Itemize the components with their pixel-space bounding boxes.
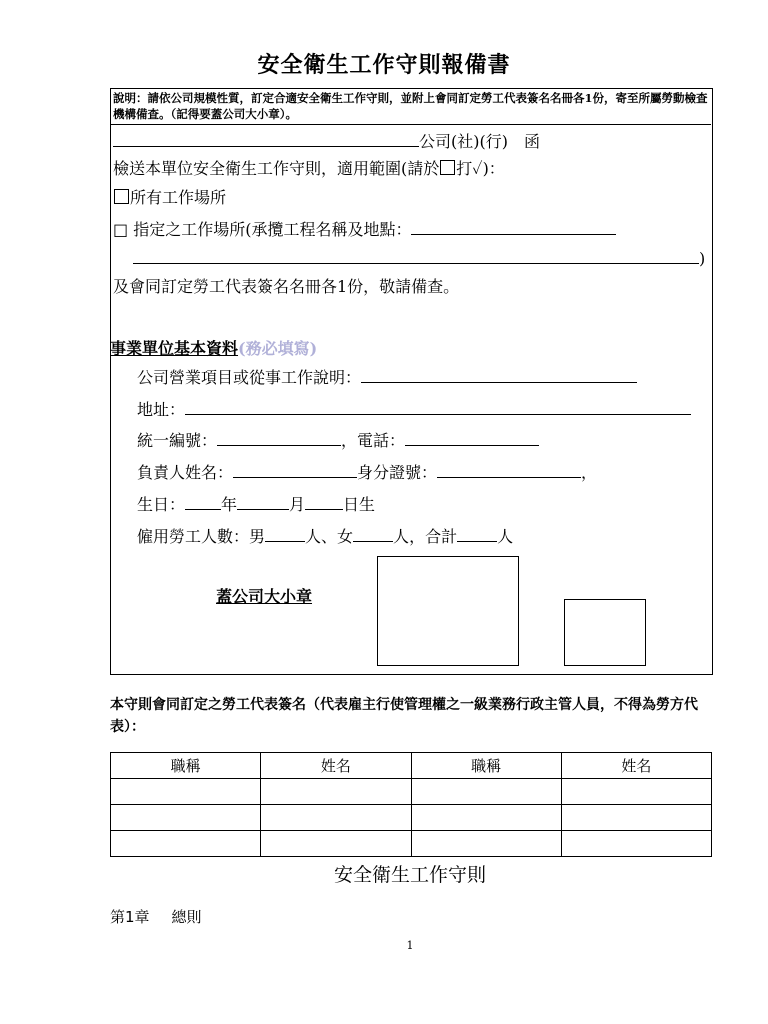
table-cell[interactable] <box>261 805 411 831</box>
option-specified-label: □ 指定之工作場所(承攬工程名稱及地點： <box>113 220 412 239</box>
table-cell[interactable] <box>111 831 261 857</box>
business-line <box>137 366 637 388</box>
day-label: 日生 <box>343 495 376 514</box>
staff-label: 僱用勞工人數：男 <box>137 527 266 546</box>
table-row <box>111 831 712 857</box>
signature-note: 本守則會同訂定之勞工代表簽名（代表雇主行使管理權之一級業務行政主管人員，不得為勞方代表）： <box>110 697 698 735</box>
company-suffix: 公司(社)(行) 函 <box>419 132 540 151</box>
id-label: 身分證號： <box>357 463 438 482</box>
table-cell[interactable] <box>111 805 261 831</box>
checkbox-icon <box>440 160 455 175</box>
rules-title: 安全衛生工作守則 <box>333 864 486 886</box>
address-label: 地址： <box>137 400 186 419</box>
female-count-field[interactable] <box>353 525 393 542</box>
table-cell[interactable] <box>411 831 561 857</box>
option-all-checkbox[interactable] <box>114 189 129 204</box>
table-cell[interactable] <box>111 779 261 805</box>
page-number: 1 <box>406 939 414 952</box>
chapter-heading <box>110 906 202 927</box>
option-specified-line <box>113 218 616 240</box>
owner-field[interactable] <box>233 461 357 478</box>
business-field[interactable] <box>361 366 637 383</box>
table-cell[interactable] <box>561 831 711 857</box>
address-line <box>137 398 691 420</box>
month-label: 月 <box>289 495 306 514</box>
table-cell[interactable] <box>261 779 411 805</box>
chapter-number: 第1章 <box>110 908 150 926</box>
document-title: 安全衛生工作守則報備書 <box>257 52 511 78</box>
owner-label: 負責人姓名： <box>137 463 234 482</box>
basic-info-note: (務必填寫) <box>238 339 318 358</box>
company-name-field[interactable] <box>113 130 419 147</box>
signature-table <box>110 752 712 857</box>
staff-total-label: ，合計 <box>409 527 458 546</box>
seal-label: 蓋公司大小章 <box>216 587 313 606</box>
table-header-row <box>111 753 712 779</box>
phone-field[interactable] <box>405 429 539 446</box>
year-label: 年 <box>221 495 238 514</box>
birth-day-field[interactable] <box>305 493 343 510</box>
birth-month-field[interactable] <box>237 493 289 510</box>
company-line <box>113 130 540 152</box>
option-all-label: 所有工作場所 <box>130 188 227 207</box>
owner-line <box>137 461 597 483</box>
project-location-line <box>133 247 705 269</box>
company-seal-box[interactable] <box>377 556 519 666</box>
tax-id-field[interactable] <box>217 429 341 446</box>
id-suffix: ， <box>581 463 598 482</box>
basic-info-title: 事業單位基本資料 <box>110 339 239 358</box>
header-title-2: 職稱 <box>411 753 561 779</box>
staff-person-label-2: 人 <box>393 527 410 546</box>
total-count-field[interactable] <box>457 525 497 542</box>
birth-line <box>137 493 375 515</box>
scope-text-tail: 打✓)： <box>456 159 505 178</box>
table-cell[interactable] <box>411 805 561 831</box>
staff-person-label: 人 <box>305 527 322 546</box>
staff-person-label-3: 人 <box>497 527 514 546</box>
phone-label: ，電話： <box>341 431 406 450</box>
project-name-field[interactable] <box>411 218 616 235</box>
staff-female-label: 、女 <box>321 527 354 546</box>
table-row <box>111 805 712 831</box>
project-location-field[interactable] <box>133 247 699 264</box>
scope-line <box>113 159 505 179</box>
business-label: 公司營業項目或從事工作說明： <box>137 368 362 387</box>
closing-line: 及會同訂定勞工代表簽名名冊各1份，敬請備查。 <box>113 277 460 296</box>
table-cell[interactable] <box>261 831 411 857</box>
chapter-title: 總則 <box>171 908 202 926</box>
id-field[interactable] <box>437 461 581 478</box>
tax-phone-line <box>137 429 539 451</box>
table-row <box>111 779 712 805</box>
birth-year-field[interactable] <box>185 493 221 510</box>
option-all-line <box>113 188 226 208</box>
table-cell[interactable] <box>411 779 561 805</box>
tax-id-label: 統一編號： <box>137 431 218 450</box>
basic-info-heading <box>110 336 317 359</box>
representative-seal-box[interactable] <box>564 599 646 666</box>
table-cell[interactable] <box>561 805 711 831</box>
table-cell[interactable] <box>561 779 711 805</box>
header-name-1: 姓名 <box>261 753 411 779</box>
close-paren: ) <box>699 249 706 268</box>
male-count-field[interactable] <box>265 525 305 542</box>
birth-label: 生日： <box>137 495 186 514</box>
header-name-2: 姓名 <box>561 753 711 779</box>
staff-line <box>137 525 513 547</box>
header-title-1: 職稱 <box>111 753 261 779</box>
scope-text: 檢送本單位安全衛生工作守則，適用範圍(請於 <box>113 159 440 178</box>
instruction-note: 說明：請依公司規模性質，訂定合適安全衛生工作守則，並附上會同訂定勞工代表簽名名冊各1份，寄至所屬勞動檢查機構備查。（記得要蓋公司大小章）。 <box>113 91 708 121</box>
address-field[interactable] <box>185 398 691 415</box>
